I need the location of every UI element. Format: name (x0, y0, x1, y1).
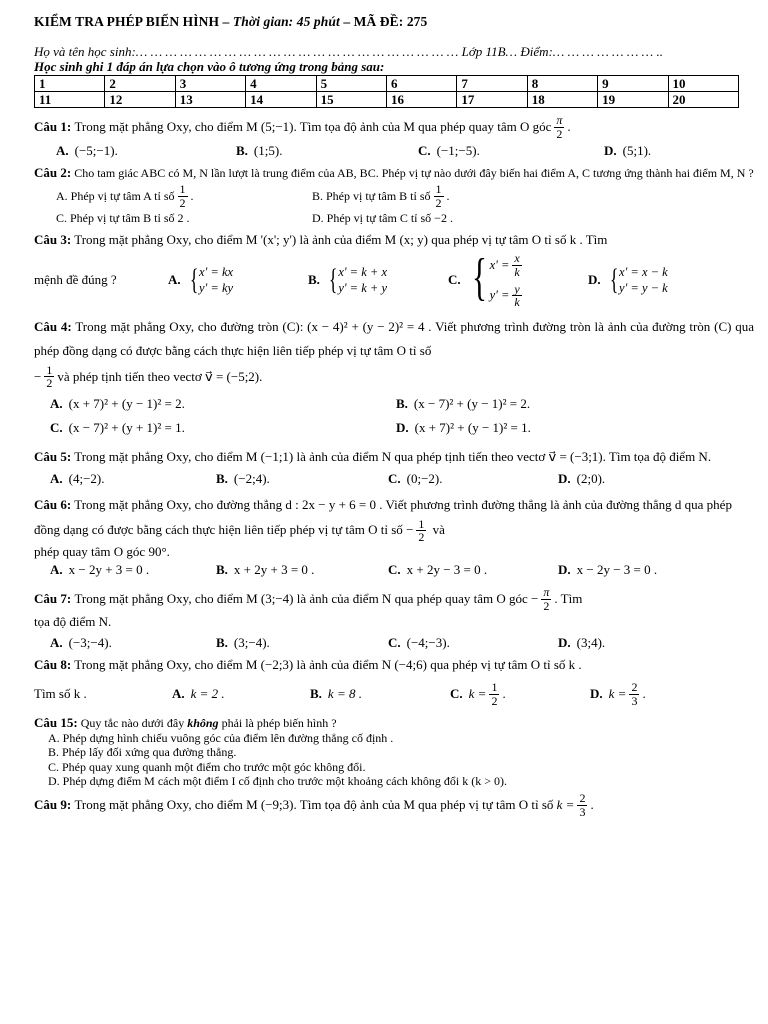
question-6 (34, 493, 754, 544)
option-letter: D. (558, 470, 571, 486)
option-text: (−1;−5). (436, 142, 480, 158)
option-d[interactable]: D. Phép dựng điểm M cách một điểm I cố định cho trước một khoảng cách không đổi k (k > 0). (48, 773, 508, 788)
option-c[interactable] (450, 681, 590, 707)
option-text: (x + 7)² + (y − 1)² = 1. (414, 420, 531, 436)
frac-num: 1 (46, 362, 53, 377)
option-d[interactable] (312, 211, 453, 226)
question-15 (34, 715, 754, 731)
equation: x' = (489, 257, 510, 272)
option-text: x − 2y − 3 = 0 . (576, 561, 658, 577)
title-code: – MÃ ĐỀ: 275 (339, 14, 428, 29)
equation-system (326, 262, 388, 296)
answer-cell[interactable]: 4 (246, 76, 316, 92)
option-d[interactable] (558, 471, 605, 487)
question-text-cont: mệnh đề đúng ? (34, 272, 117, 288)
frac-num: y (514, 281, 520, 296)
option-letter: B. (216, 561, 228, 577)
student-info-line: Họ và tên học sinh:… … … … … … … … … … … … … … … … … … … … … … Lớp 11B… Điểm:… … … … … … … .. (34, 43, 663, 59)
fraction (489, 681, 499, 707)
sign: − (34, 368, 42, 384)
question-text: phải là phép biến hình ? (218, 716, 337, 731)
option-b[interactable] (216, 562, 388, 578)
frac-den: k (514, 264, 520, 279)
question-emphasis: không (187, 716, 219, 731)
fraction (434, 183, 444, 209)
option-text: (4;−2). (68, 470, 105, 486)
fraction (541, 586, 551, 612)
option-letter: B. (236, 142, 248, 158)
option-letter: A. (168, 272, 181, 288)
question-label: Câu 6: (34, 496, 72, 512)
option-c[interactable] (50, 420, 396, 436)
equation-system (607, 262, 668, 296)
brace: { (189, 262, 199, 296)
equation: y' = ky (199, 280, 234, 295)
options-q7 (34, 635, 754, 651)
answer-cell[interactable]: 9 (598, 76, 668, 92)
option-text: k = (556, 797, 575, 813)
fraction (512, 283, 521, 309)
option-letter: B. (396, 396, 408, 412)
question-label: Câu 4: (34, 318, 72, 334)
option-c[interactable]: C. Phép quay xung quanh một điểm cho trước một góc không đổi. (48, 759, 366, 774)
option-text: k = 8 . (327, 686, 362, 702)
frac-den: 2 (418, 530, 425, 545)
option-c[interactable] (418, 143, 604, 159)
question-text: Trong mặt phẳng Oxy, cho điểm M (−9;3). Tìm tọa độ ảnh của M qua phép vị tự tâm O tỉ số (74, 797, 554, 813)
option-a[interactable] (168, 262, 308, 296)
title-main: KIỂM TRA PHÉP BIẾN HÌNH – (34, 14, 233, 29)
question-9 (34, 792, 754, 818)
option-d[interactable] (396, 420, 531, 436)
option-letter: D. (590, 686, 603, 702)
frac-den: 2 (556, 126, 563, 141)
question-text: . Tìm (554, 591, 583, 607)
options-q1 (34, 143, 754, 159)
question-text: Trong mặt phẳng Oxy, cho điểm M '(x'; y') là ảnh của điểm M (x; y) qua phép vị tự tâm O tỉ số k . Tìm (74, 232, 608, 248)
option-letter: B. (308, 272, 320, 288)
exam-page (34, 0, 754, 819)
option-letter: C. (450, 686, 463, 702)
question-label: Câu 2: (34, 164, 72, 180)
answer-cell[interactable]: 5 (316, 76, 386, 92)
option-a[interactable] (50, 635, 216, 651)
option-letter: A. (50, 561, 63, 577)
question-text: và (432, 521, 445, 537)
fraction (577, 792, 587, 818)
question-1 (34, 114, 754, 140)
question-6-cont: phép quay tâm O góc 90°. (34, 543, 170, 559)
answer-table (34, 75, 739, 108)
frac-den: 2 (179, 195, 186, 210)
option-a[interactable] (50, 471, 216, 487)
question-text: Quy tắc nào dưới đây (80, 716, 188, 731)
frac-num: π (556, 113, 563, 128)
option-letter: A. (56, 142, 69, 158)
option-b[interactable] (308, 262, 448, 296)
options-q15 (48, 731, 754, 789)
option-text: B. Phép vị tự tâm B tỉ số (312, 188, 431, 203)
equation: x' = x − k (619, 264, 668, 279)
answer-cell[interactable]: 12 (105, 92, 175, 108)
fraction (44, 364, 54, 390)
fraction (629, 681, 639, 707)
equation: x' = k + x (338, 264, 388, 279)
question-text: Trong mặt phẳng Oxy, cho điểm M (3;−4) là ảnh của điểm N qua phép quay tâm O góc (74, 591, 528, 607)
option-b[interactable]: B. Phép vị tự tâm B tỉ số $\frac{1}{2}$ . (312, 182, 450, 210)
question-label: Câu 7: (34, 591, 72, 607)
answer-cell[interactable]: 3 (175, 76, 245, 92)
option-text: (3;4). (576, 634, 606, 650)
option-letter: C. (388, 561, 401, 577)
exam-title (34, 14, 754, 31)
question-3 (34, 232, 754, 248)
instruction: Học sinh ghi 1 đáp án lựa chọn vào ô tương ứng trong bảng sau: (34, 59, 385, 75)
punct: . (567, 119, 571, 135)
option-a[interactable] (50, 396, 396, 412)
title-time: Thời gian: 45 phút (232, 14, 340, 29)
answer-row-1 (35, 76, 739, 92)
option-d[interactable] (558, 562, 657, 578)
frac-den: 2 (491, 693, 498, 708)
option-text: A. Phép vị tự tâm A tỉ số (56, 188, 175, 203)
punct: . (642, 686, 646, 702)
punct: . (502, 686, 506, 702)
fraction (512, 252, 521, 278)
fraction (178, 183, 188, 209)
option-b[interactable] (216, 635, 388, 651)
option-c[interactable] (56, 211, 312, 226)
equation: y' = y − k (619, 280, 668, 295)
answer-cell[interactable]: 6 (386, 76, 456, 92)
equation-system (187, 262, 234, 296)
answer-cell[interactable]: 11 (35, 92, 105, 108)
frac-den: k (514, 295, 520, 310)
question-8 (34, 657, 754, 673)
question-label: Câu 9: (34, 797, 72, 813)
option-a[interactable] (56, 143, 236, 159)
options-q5 (34, 471, 754, 487)
option-letter: C. (418, 142, 431, 158)
frac-num: x (514, 251, 520, 266)
option-letter: B. (216, 470, 228, 486)
option-c[interactable] (388, 471, 558, 487)
option-text: k = (468, 686, 487, 702)
answer-cell[interactable]: 10 (668, 76, 738, 92)
frac-den: 2 (435, 195, 442, 210)
options-q2-cd (34, 211, 754, 226)
question-label: Câu 3: (34, 232, 72, 248)
options-q8 (34, 677, 754, 711)
question-2 (34, 165, 754, 181)
option-text: C. Phép vị tự tâm B tỉ số 2 . (56, 211, 190, 226)
option-a[interactable] (172, 686, 310, 702)
frac-den: 2 (46, 376, 53, 391)
sign: − (406, 521, 414, 537)
option-letter: B. (310, 686, 322, 702)
option-text: (1;5). (253, 142, 283, 158)
answer-cell[interactable]: 14 (246, 92, 316, 108)
frac-den: 2 (543, 598, 550, 613)
punct: . (590, 797, 594, 813)
question-4 (34, 315, 754, 364)
answer-cell[interactable]: 2 (105, 76, 175, 92)
option-text: (−2;4). (233, 470, 270, 486)
options-q3 (34, 249, 754, 310)
option-b[interactable] (396, 396, 530, 412)
option-text: (5;1). (622, 142, 652, 158)
question-7-cont: tọa độ điểm N. (34, 614, 112, 630)
option-b[interactable] (310, 686, 450, 702)
option-letter: D. (588, 272, 601, 288)
question-4-cont (34, 364, 754, 390)
option-letter: C. (50, 420, 63, 436)
answer-cell[interactable]: 19 (598, 92, 668, 108)
option-b[interactable] (216, 471, 388, 487)
answer-cell[interactable]: 20 (668, 92, 738, 108)
option-a[interactable]: A. Phép dựng hình chiếu vuông góc của điểm lên đường thẳng cố định . (48, 730, 394, 745)
option-letter: D. (396, 420, 409, 436)
option-d[interactable] (604, 143, 651, 159)
answer-row-2 (35, 92, 739, 108)
options-q4-ab (34, 396, 754, 412)
brace: { (609, 262, 619, 296)
answer-cell[interactable]: 16 (386, 92, 456, 108)
fraction (554, 114, 564, 140)
option-letter: D. (558, 561, 571, 577)
option-letter: D. (558, 634, 571, 650)
question-5 (34, 445, 754, 469)
option-letter: A. (50, 634, 63, 650)
question-text: Cho tam giác ABC có M, N lần lượt là trung điểm của AB, BC. Phép vị tự nào dưới đây biến hai điểm A, C tương ứng thành hai điểm M, N ? (74, 165, 754, 180)
equation: y' = k + y (338, 280, 388, 295)
brace: { (471, 249, 487, 307)
frac-num: 1 (179, 182, 186, 197)
option-text: (−5;−1). (74, 142, 118, 158)
option-c[interactable] (448, 249, 588, 310)
fraction (416, 518, 426, 544)
option-text: x + 2y + 3 = 0 . (233, 561, 315, 577)
option-text: (−4;−3). (406, 634, 450, 650)
option-letter: B. (216, 634, 228, 650)
option-letter: C. (388, 470, 401, 486)
question-text-cont: Tìm số k . (34, 686, 87, 702)
question-label: Câu 5: (34, 448, 72, 464)
option-letter: C. (448, 272, 461, 288)
question-text: Trong mặt phẳng Oxy, cho điểm M (−1;1) là ảnh của điểm N qua phép tịnh tiến theo vectơ v⃗ = (−3;1). Tìm tọa độ điểm N. (74, 448, 712, 464)
option-text: (x − 7)² + (y − 1)² = 2. (413, 396, 531, 412)
equation: y' = (489, 287, 510, 302)
question-text: Trong mặt phẳng Oxy, cho đường thẳng d : 2x − y + 6 = 0 . Viết phương trình đường thẳng là ảnh của đường thẳng d qua phép đồng dạng có được bằng cách thực hiện liên tiếp phép vị tự tâm O tỉ số (34, 496, 732, 537)
question-label: Câu 1: (34, 119, 72, 135)
frac-num: 1 (435, 182, 442, 197)
option-text: (2;0). (576, 470, 606, 486)
frac-den: 3 (631, 693, 638, 708)
option-letter: D. (604, 142, 617, 158)
option-letter: C. (388, 634, 401, 650)
answer-cell[interactable]: 17 (457, 92, 527, 108)
option-text: D. Phép vị tự tâm C tỉ số −2 . (312, 211, 453, 226)
question-label: Câu 15: (34, 715, 78, 731)
option-b[interactable] (236, 143, 418, 159)
answer-cell[interactable]: 15 (316, 92, 386, 108)
option-text: (x − 7)² + (y + 1)² = 1. (68, 420, 185, 436)
answer-cell[interactable]: 1 (35, 76, 105, 92)
frac-num: 2 (631, 680, 638, 695)
option-text: (−3;−4). (68, 634, 112, 650)
frac-num: 1 (418, 516, 425, 531)
answer-cell[interactable]: 8 (527, 76, 597, 92)
option-c[interactable] (388, 635, 558, 651)
option-d[interactable] (588, 262, 668, 296)
option-a[interactable]: A. Phép vị tự tâm A tỉ số $\frac{1}{2}$ . (56, 182, 194, 210)
options-q2-ab (34, 183, 754, 209)
option-letter: A. (50, 470, 63, 486)
option-text: k = (608, 686, 627, 702)
equation: x' = kx (199, 264, 234, 279)
question-text: Trong mặt phẳng Oxy, cho điểm M (5;−1). Tìm tọa độ ảnh của M qua phép quay tâm O góc (74, 119, 552, 135)
option-d[interactable] (590, 681, 646, 707)
option-text: x − 2y + 3 = 0 . (68, 561, 150, 577)
options-q6 (34, 562, 754, 578)
answer-cell[interactable]: 13 (175, 92, 245, 108)
option-a[interactable] (50, 562, 216, 578)
option-text: x + 2y − 3 = 0 . (406, 561, 488, 577)
brace: { (328, 262, 338, 296)
frac-num: 2 (579, 791, 586, 806)
frac-den: 3 (579, 804, 586, 819)
answer-cell[interactable]: 7 (457, 76, 527, 92)
question-7 (34, 586, 754, 612)
option-text: (x + 7)² + (y − 1)² = 2. (68, 396, 185, 412)
option-letter: A. (172, 686, 185, 702)
option-b[interactable]: B. Phép lấy đối xứng qua đường thẳng. (48, 745, 237, 760)
option-text: (0;−2). (406, 470, 443, 486)
answer-cell[interactable]: 18 (527, 92, 597, 108)
option-d[interactable] (558, 635, 605, 651)
options-q4-cd (34, 420, 754, 436)
sign: − (531, 591, 539, 607)
frac-num: π (543, 585, 550, 600)
question-text: Trong mặt phẳng Oxy, cho đường tròn (C): (x − 4)² + (y − 2)² = 4 . Viết phương trình đường tròn là ảnh của đường tròn (C) qua phép đồng dạng có được bằng cách thực hiện liên tiếp phép vị tự tâm O tỉ số (34, 318, 755, 359)
question-text: và phép tịnh tiến theo vectơ v⃗ = (−5;2). (57, 368, 263, 384)
frac-num: 1 (491, 680, 498, 695)
option-c[interactable] (388, 562, 558, 578)
question-label: Câu 8: (34, 656, 72, 672)
equation-system (467, 249, 525, 310)
question-text: Trong mặt phẳng Oxy, cho điểm M (−2;3) là ảnh của điểm N (−4;6) qua phép vị tự tâm O tỉ số k . (74, 656, 582, 672)
option-text: (3;−4). (233, 634, 270, 650)
option-text: k = 2 . (190, 686, 225, 702)
option-letter: A. (50, 396, 63, 412)
